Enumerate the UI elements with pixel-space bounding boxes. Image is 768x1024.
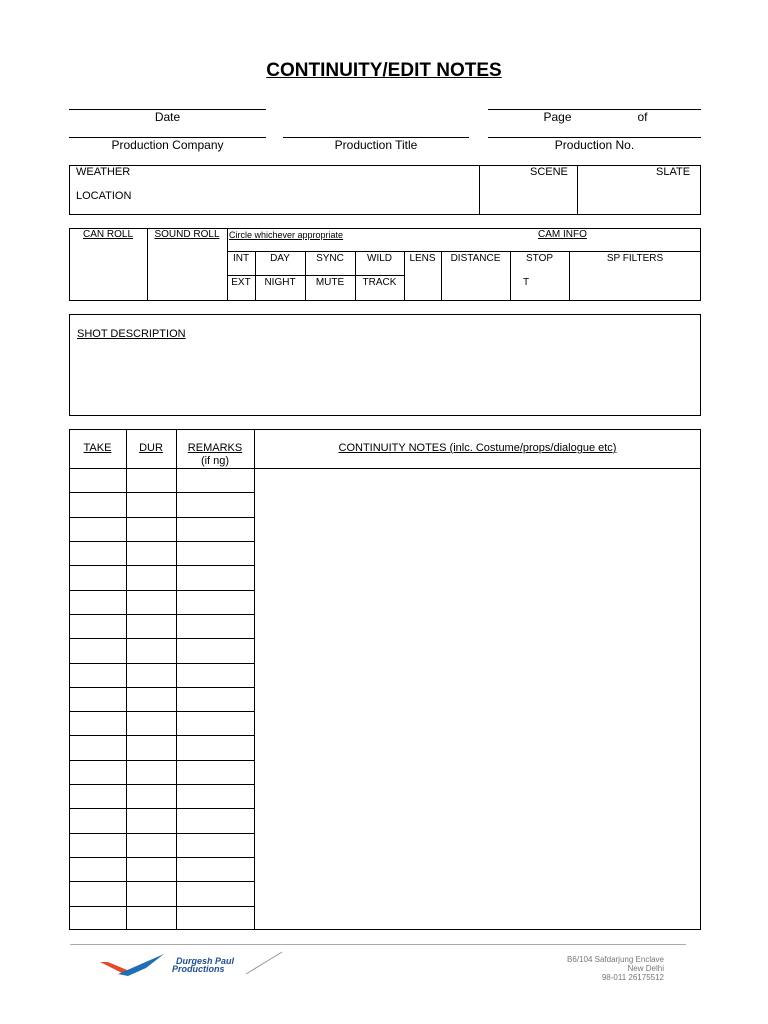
take-row[interactable] (70, 808, 254, 832)
divider (577, 165, 578, 215)
page-title: CONTINUITY/EDIT NOTES (266, 60, 502, 81)
take-row[interactable] (70, 833, 254, 857)
row-divider (69, 760, 254, 761)
company-name-line2: Productions (172, 964, 225, 974)
take-row[interactable] (70, 517, 254, 541)
date-label: Date (154, 110, 181, 124)
production-company-label: Production Company (111, 138, 224, 152)
t-label: T (523, 277, 530, 288)
footer-divider (70, 944, 686, 945)
row-divider (69, 687, 254, 688)
row-divider (69, 881, 254, 882)
take-row[interactable] (70, 881, 254, 905)
production-no-label: Production No. (554, 138, 635, 152)
page-label: Page (543, 110, 572, 124)
address-line1: B6/104 Safdarjung Enclave (567, 955, 664, 964)
dur-header: DUR (139, 442, 163, 454)
row-divider (69, 517, 254, 518)
continuity-notes-area[interactable] (255, 469, 700, 929)
distance-label: DISTANCE (450, 253, 501, 264)
take-row[interactable] (70, 784, 254, 808)
track-option[interactable]: TRACK (362, 277, 397, 288)
sound-roll-label: SOUND ROLL (154, 229, 220, 240)
row-divider (69, 492, 254, 493)
row-divider (69, 638, 254, 639)
sp-filters-label: SP FILTERS (606, 253, 664, 264)
row-divider (69, 590, 254, 591)
take-row[interactable] (70, 760, 254, 784)
lens-label: LENS (409, 253, 436, 264)
int-option[interactable]: INT (232, 253, 250, 264)
weather-label: WEATHER (76, 166, 131, 178)
take-row[interactable] (70, 468, 254, 492)
sync-option[interactable]: SYNC (316, 253, 344, 264)
row-divider (69, 541, 254, 542)
row-divider (69, 614, 254, 615)
row-divider (69, 906, 254, 907)
production-title-label: Production Title (334, 138, 418, 152)
row-divider (69, 711, 254, 712)
take-row[interactable] (70, 565, 254, 589)
row-divider (69, 857, 254, 858)
row-divider (69, 784, 254, 785)
remarks-subheader: (if ng) (200, 455, 230, 467)
night-option[interactable]: NIGHT (264, 277, 296, 288)
of-label: of (637, 110, 648, 124)
cam-info-label: CAM INFO (538, 229, 587, 240)
day-option[interactable]: DAY (270, 253, 290, 264)
take-row[interactable] (70, 663, 254, 687)
address-line3: 98-011 26175512 (601, 973, 664, 982)
take-row[interactable] (70, 857, 254, 881)
divider (227, 275, 405, 276)
take-row[interactable] (70, 492, 254, 516)
ext-option[interactable]: EXT (231, 277, 251, 288)
divider (227, 228, 228, 301)
take-row[interactable] (70, 590, 254, 614)
divider (227, 251, 701, 252)
scene-info-box (69, 165, 701, 215)
take-row[interactable] (70, 614, 254, 638)
take-header: TAKE (83, 442, 112, 454)
take-row[interactable] (70, 735, 254, 759)
row-divider (69, 663, 254, 664)
scene-label: SCENE (530, 166, 568, 178)
can-roll-label: CAN ROLL (82, 229, 133, 240)
take-row[interactable] (70, 687, 254, 711)
wild-option[interactable]: WILD (367, 253, 392, 264)
shot-description-label: SHOT DESCRIPTION (77, 328, 186, 340)
row-divider (69, 735, 254, 736)
take-row[interactable] (70, 541, 254, 565)
company-name-line1: Durgesh Paul (176, 956, 235, 966)
location-label: LOCATION (76, 190, 132, 202)
stop-label: STOP (525, 253, 554, 264)
row-divider (69, 808, 254, 809)
address-line2: New Delhi (627, 964, 664, 973)
slate-label: SLATE (656, 166, 691, 178)
continuity-notes-header: CONTINUITY NOTES (inlc. Costume/props/dialogue etc) (338, 442, 617, 454)
take-row[interactable] (70, 711, 254, 735)
remarks-header: REMARKS (187, 442, 243, 454)
row-divider (69, 833, 254, 834)
take-row[interactable] (70, 638, 254, 662)
mute-option[interactable]: MUTE (315, 277, 345, 288)
page-line[interactable] (488, 109, 701, 110)
take-row[interactable] (70, 906, 254, 930)
divider (479, 165, 480, 215)
row-divider (69, 565, 254, 566)
circle-note: Circle whichever appropriate (229, 230, 344, 240)
